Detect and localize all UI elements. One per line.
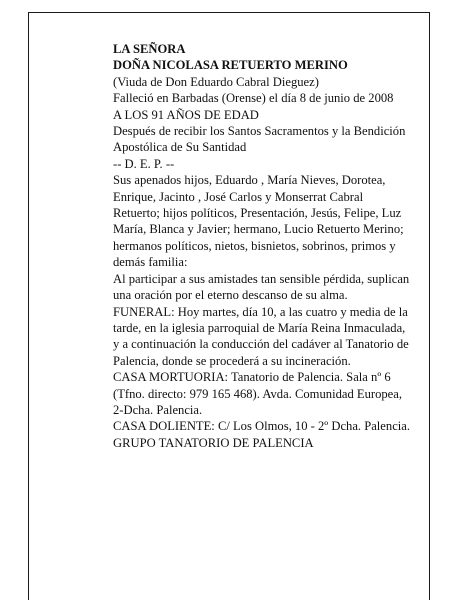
rip-line: -- D. E. P. --	[113, 156, 175, 171]
request-paragraph: Al participar a sus amistades tan sensible pérdida, suplican una oración por el eterno descanso de su alma.	[113, 271, 410, 303]
obituary-notice	[113, 41, 413, 451]
notice-title: LA SEÑORA	[113, 42, 186, 56]
family-home-paragraph: CASA DOLIENTE: C/ Los Olmos, 10 - 2º Dcha. Palencia.	[113, 419, 411, 434]
widow-of-line: (Viuda de Don Eduardo Cabral Dieguez)	[113, 74, 319, 89]
funeral-paragraph: FUNERAL: Hoy martes, día 10, a las cuatro y media de la tarde, en la iglesia parroquial de María Reina Inmaculada, y a continuación la conducción del cadáver al Tanatorio de Palencia, donde se procederá a su incineración.	[113, 304, 409, 368]
deceased-name: DOÑA NICOLASA RETUERTO MERINO	[113, 58, 348, 73]
age-line: A LOS 91 AÑOS DE EDAD	[113, 107, 259, 122]
funeral-home-group: GRUPO TANATORIO DE PALENCIA	[113, 435, 314, 450]
mortuary-paragraph: CASA MORTUORIA: Tanatorio de Palencia. Sala nº 6 (Tfno. directo: 979 165 468). Avda. Comunidad Europea, 2-Dcha. Palencia.	[113, 370, 403, 417]
family-paragraph: Sus apenados hijos, Eduardo , María Nieves, Dorotea, Enrique, Jacinto , José Carlos y Monserrat Cabral Retuerto; hijos políticos, Presentación, Jesús, Felipe, Luz María, Blanca y Javier; hermano, Lucio Retuerto Merino; hermanos políticos, nietos, bisnietos, sobrinos, primos y demás familia:	[113, 173, 404, 270]
death-line: Falleció en Barbadas (Orense) el día 8 de junio de 2008	[113, 91, 394, 106]
sacraments-paragraph: Después de recibir los Santos Sacramentos y la Bendición Apostólica de Su Santidad	[113, 124, 406, 155]
